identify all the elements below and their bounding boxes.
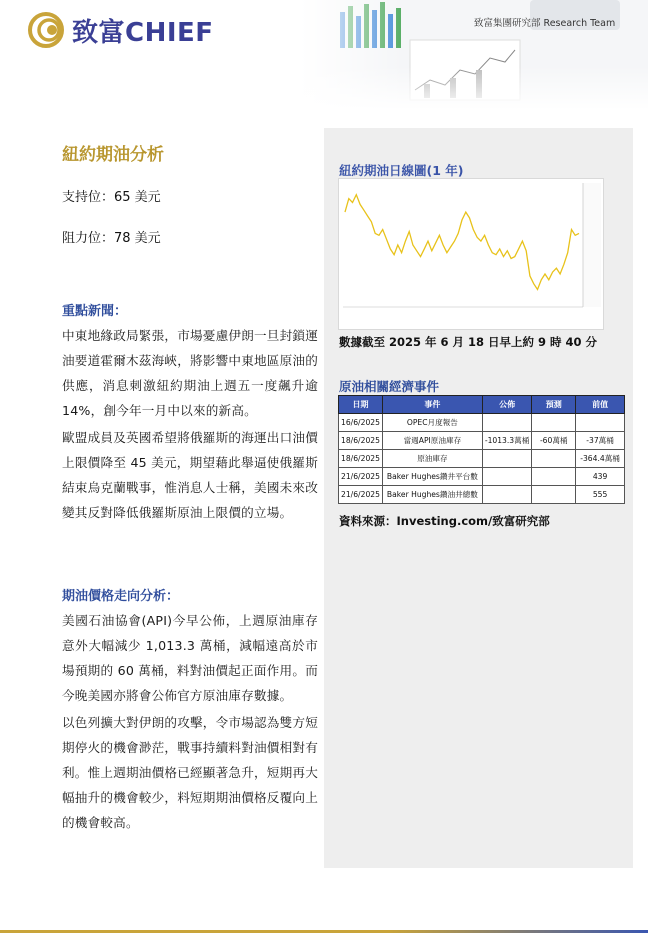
chief-swirl-logo-icon [28,12,64,48]
trend-heading: 期油價格走向分析： [62,589,180,604]
trend-paragraph-2: 以色列擴大對伊朗的攻擊，令市場認為雙方短期停火的機會渺茫，戰事持續料對油價相對有利。惟上週期油價格已經顯著急升，短期再大幅抽升的機會較少，料短期期油價格反覆向上的機會較高。 [62,715,318,830]
cell-forecast: -60萬桶 [532,432,576,450]
report-title: 紐約期油分析 [62,145,164,165]
table-row [339,432,625,450]
brand-logo [28,10,214,50]
col-date: 日期 [339,396,383,414]
table-row [339,414,625,432]
brand-name: 致富CHIEF [72,17,214,48]
news-paragraph-1: 中東地緣政局緊張，市場憂慮伊朗一旦封鎖運油要道霍爾木茲海峽，將影響中東地區原油的供應，消息刺激紐約期油上週五一度飆升逾 14%，創今年一月中以來的新高。 [62,328,318,418]
cell-actual [482,486,532,504]
cell-event: 當週API原油庫存 [382,432,482,450]
cell-actual: -1013.3萬桶 [482,432,532,450]
cell-event: Baker Hughes鑽油井總數 [382,486,482,504]
cell-previous: -37萬桶 [576,432,625,450]
events-table [338,395,625,504]
events-title: 原油相關經濟事件 [339,379,440,394]
table-row [339,450,625,468]
support-level: 支持位：65 美元 [62,190,161,205]
price-chart-svg [339,179,603,329]
cell-event: 原油庫存 [382,450,482,468]
news-heading: 重點新聞： [62,304,128,319]
cell-date: 18/6/2025 [339,432,383,450]
table-row [339,468,625,486]
cell-forecast [532,468,576,486]
col-event: 事件 [382,396,482,414]
cell-forecast [532,450,576,468]
cell-previous: -364.4萬桶 [576,450,625,468]
cell-actual [482,468,532,486]
chart-title: 紐約期油日線圖(1 年) [339,163,464,178]
cell-previous: 555 [576,486,625,504]
news-paragraph-2: 歐盟成員及英國希望將俄羅斯的海運出口油價上限價降至 45 美元，期望藉此舉逼使俄羅斯結束烏克蘭戰事，惟消息人士稱，美國未來改變其反對降低俄羅斯原油上限價的立場。 [62,430,318,520]
cell-event: Baker Hughes鑽井平台數 [382,468,482,486]
price-chart [338,178,604,330]
data-source-note: 資料來源：Investing.com/致富研究部 [339,514,550,528]
cell-forecast [532,414,576,432]
analysis-column [62,140,318,830]
cell-date: 21/6/2025 [339,486,383,504]
resistance-level: 阻力位：78 美元 [62,231,161,246]
cell-previous: 439 [576,468,625,486]
cell-date: 16/6/2025 [339,414,383,432]
cell-event: OPEC月度報告 [382,414,482,432]
cell-date: 18/6/2025 [339,450,383,468]
col-actual: 公佈 [482,396,532,414]
col-previous: 前值 [576,396,625,414]
chart-timestamp-note: 數據截至 2025 年 6 月 18 日早上約 9 時 40 分 [339,335,598,349]
cell-actual [482,450,532,468]
col-forecast: 預測 [532,396,576,414]
cell-date: 21/6/2025 [339,468,383,486]
cell-actual [482,414,532,432]
trend-paragraph-1: 美國石油協會(API)今早公佈，上週原油庫存意外大幅減少 1,013.3 萬桶，減幅遠高於市場預期的 60 萬桶，料對油價起正面作用。而今晚美國亦將會公佈官方原油庫存數據。 [62,613,318,703]
footer-divider [0,930,648,933]
cell-previous [576,414,625,432]
table-row [339,486,625,504]
department-label: 致富集團研究部 Research Team [474,18,616,29]
cell-forecast [532,486,576,504]
events-header-row [339,396,625,414]
